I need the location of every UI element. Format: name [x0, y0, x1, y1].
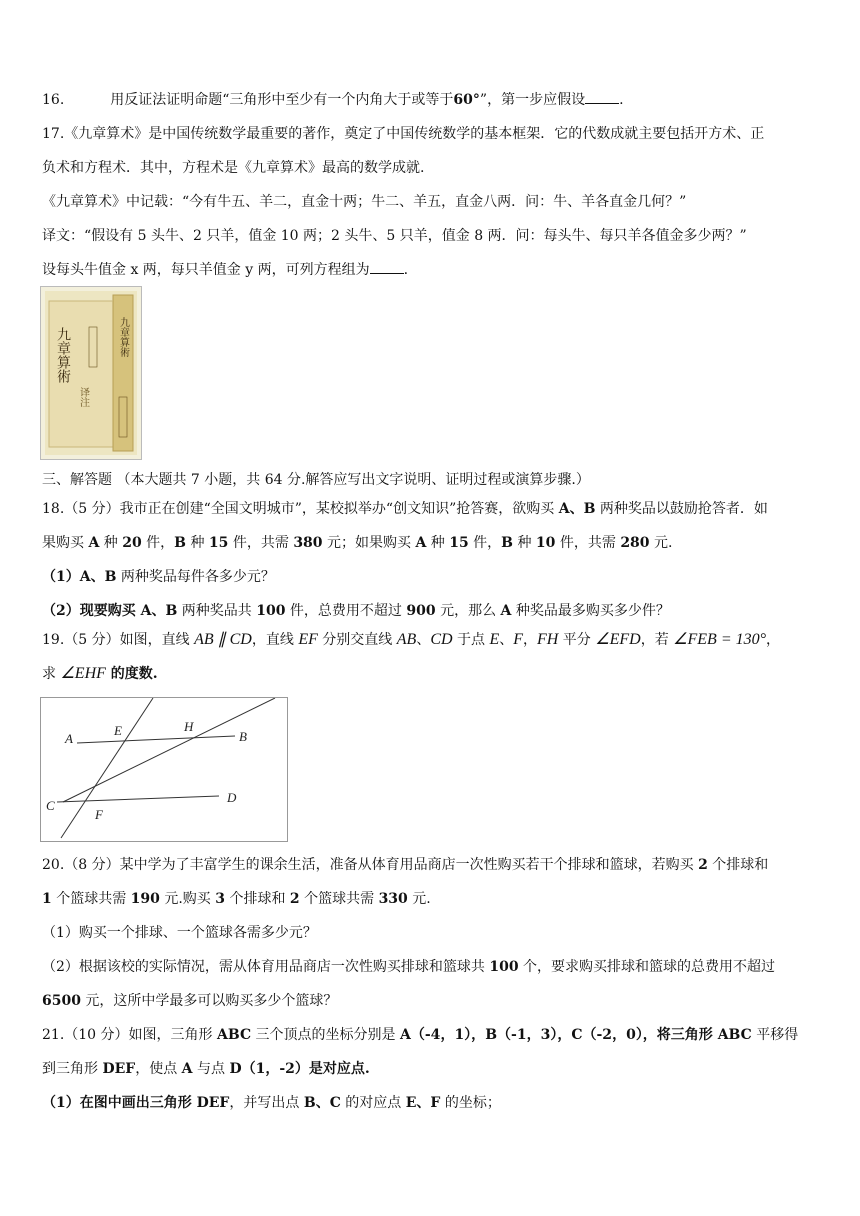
label-e: E [114, 723, 122, 738]
parallel-lines-diagram [41, 698, 287, 841]
label-d: D [227, 790, 237, 805]
question-18-part-2: （2）现要购买 A、B 两种奖品共 100 件，总费用不超过 900 元，那么 A 种奖品最多购买多少件？ [42, 603, 670, 619]
book-illustration [41, 287, 141, 459]
question-17-line-2: 负术和方程术．其中，方程术是《九章算术》最高的数学成就. [42, 160, 425, 176]
question-17-line-3: 《九章算术》中记载：“今有牛五、羊二，直金十两；牛二、羊五，直金八两．问：牛、羊各直金几何？” [42, 194, 687, 210]
label-c: C [46, 798, 55, 813]
label-h: H [184, 719, 194, 734]
question-19-line-1: 19.（5 分）如图，直线 AB ∥ CD，直线 EF 分别交直线 AB、CD 于点 E、F，FH 平分 ∠EFD，若 ∠FEB = 130°， [42, 631, 781, 648]
answer-blank [585, 91, 619, 104]
geometry-figure [40, 697, 288, 842]
question-17-line-4: 译文：“假设有 5 头牛、2 只羊，值金 10 两；2 头牛、5 只羊，值金 8 两．问：每头牛、每只羊各值金多少两？” [42, 228, 747, 244]
question-17-line-1: 17.《九章算术》是中国传统数学最重要的著作，奠定了中国传统数学的基本框架．它的代数成就主要包括开方术、正 [42, 126, 765, 142]
question-20-line-2: 1 个篮球共需 190 元.购买 3 个排球和 2 个篮球共需 330 元. [42, 891, 431, 907]
question-20-line-1: 20.（8 分）某中学为了丰富学生的课余生活，准备从体育用品商店一次性购买若干个排球和篮球，若购买 2 个排球和 [42, 857, 769, 873]
question-18-line-1: 18.（5 分）我市正在创建“全国文明城市”，某校拟举办“创文知识”抢答赛，欲购买 A、B 两种奖品以鼓励抢答者．如 [42, 501, 768, 517]
question-18-line-2: 果购买 A 种 20 件，B 种 15 件，共需 380 元；如果购买 A 种 15 件，B 种 10 件，共需 280 元. [42, 535, 673, 551]
answer-blank [370, 261, 404, 274]
book-title-1: 九章算術 [55, 327, 71, 383]
question-21-part-1: （1）在图中画出三角形 DEF，并写出点 B、C 的对应点 E、F 的坐标； [42, 1095, 501, 1111]
question-20-part-2: （2）根据该校的实际情况，需从体育用品商店一次性购买排球和篮球共 100 个，要求购买排球和篮球的总费用不超过 [42, 959, 776, 975]
label-f: F [95, 807, 103, 822]
question-20-part-2-cont: 6500 元，这所中学最多可以购买多少个篮球？ [42, 993, 338, 1009]
question-number: 16. [42, 92, 65, 108]
question-20-part-1: （1）购买一个排球、一个篮球各需多少元？ [42, 925, 317, 941]
question-21-line-2: 到三角形 DEF，使点 A 与点 D（1，-2）是对应点. [42, 1061, 370, 1077]
book-title-2: 九章算術 [117, 317, 129, 357]
question-19-line-2: 求 ∠EHF 的度数. [42, 665, 158, 682]
section-3-heading: 三、解答题 （本大题共 7 小题，共 64 分.解答应写出文字说明、证明过程或演算步骤.） [42, 472, 590, 488]
question-21-line-1: 21.（10 分）如图，三角形 ABC 三个顶点的坐标分别是 A（-4，1），B（-1，3），C（-2，0），将三角形 ABC 平移得 [42, 1027, 799, 1043]
book-cover-image [40, 286, 142, 460]
label-a: A [65, 731, 73, 746]
question-18-part-1: （1）A、B 两种奖品每件各多少元？ [42, 569, 275, 585]
question-16: 16. 用反证法证明命题“三角形中至少有一个内角大于或等于60°”，第一步应假设 . [42, 92, 624, 108]
line-fh [63, 698, 275, 802]
question-17-line-5: 设每头牛值金 x 两，每只羊值金 y 两，可列方程组为 . [42, 262, 409, 278]
book-subtitle: 译注 [77, 387, 89, 407]
line-cd [57, 796, 219, 802]
label-b: B [239, 729, 247, 744]
line-ab [77, 736, 235, 743]
line-ef [61, 698, 153, 838]
